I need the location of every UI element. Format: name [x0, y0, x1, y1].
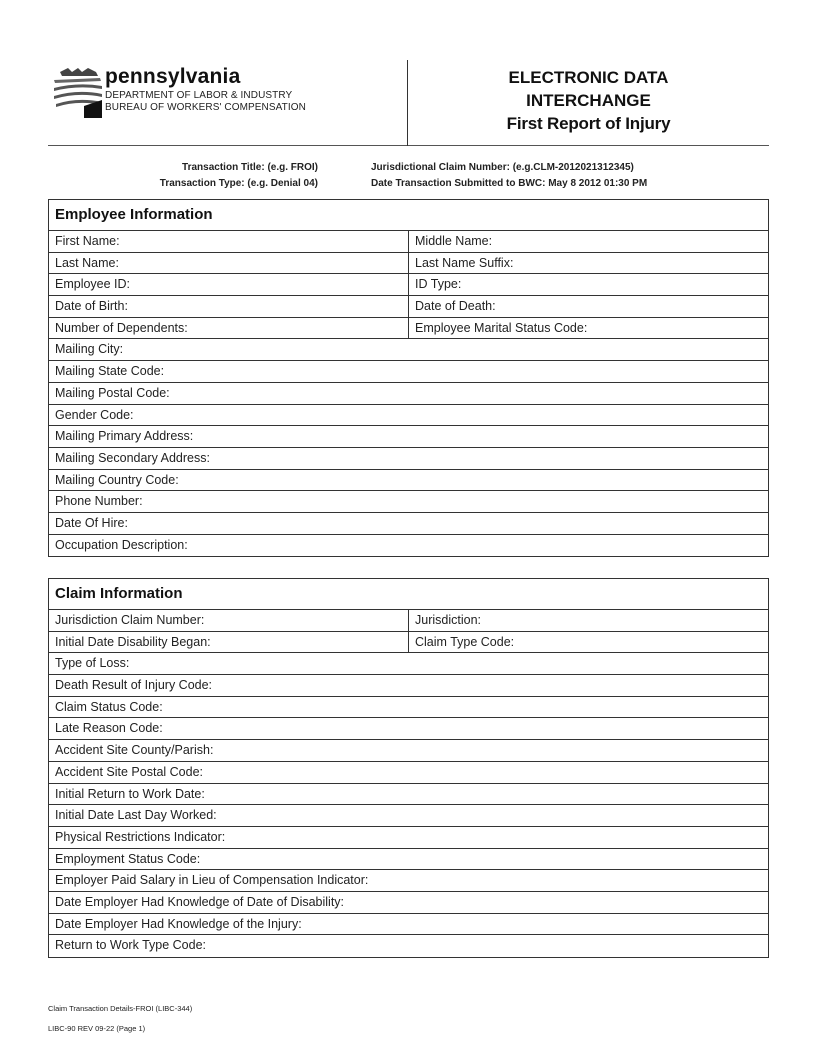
document-title-block — [408, 66, 769, 136]
department-name: DEPARTMENT OF LABOR & INDUSTRY — [105, 90, 293, 101]
field-row — [49, 405, 768, 427]
field-row — [49, 827, 768, 849]
field-label: Phone Number: — [55, 494, 143, 509]
field-row — [49, 535, 768, 557]
field-label: Number of Dependents: — [49, 318, 409, 339]
field-label: Mailing Postal Code: — [55, 385, 170, 400]
title-line-3: First Report of Injury — [506, 114, 671, 133]
field-label: Employment Status Code: — [55, 851, 201, 866]
claim-section-title: Claim Information — [49, 579, 768, 610]
field-row — [49, 653, 768, 675]
field-label: Initial Date Last Day Worked: — [55, 808, 217, 823]
field-row — [49, 426, 768, 448]
title-line-1: ELECTRONIC DATA — [508, 68, 669, 87]
field-label: Physical Restrictions Indicator: — [55, 829, 226, 844]
field-label: Accident Site Postal Code: — [55, 764, 203, 779]
field-row — [49, 383, 768, 405]
field-label: Last Name Suffix: — [415, 255, 514, 270]
field-label: Mailing State Code: — [55, 364, 165, 379]
field-label: Mailing Primary Address: — [55, 429, 194, 444]
field-label: Mailing Secondary Address: — [55, 450, 210, 465]
footer-revision: LIBC-90 REV 09-22 (Page 1) — [48, 1024, 146, 1033]
field-row — [49, 784, 768, 806]
field-label: Initial Return to Work Date: — [55, 786, 205, 801]
field-label: Mailing City: — [55, 342, 124, 357]
field-label: Date of Birth: — [49, 296, 409, 317]
field-label: Jurisdiction Claim Number: — [49, 610, 409, 631]
field-label: Employee Marital Status Code: — [415, 320, 588, 335]
field-row — [49, 361, 768, 383]
field-row — [49, 253, 768, 275]
field-row — [49, 935, 768, 957]
jurisdictional-claim-number: Jurisdictional Claim Number: (e.g.CLM-2012021312345) — [371, 162, 634, 173]
field-row — [49, 231, 768, 253]
field-row — [49, 675, 768, 697]
field-row — [49, 740, 768, 762]
field-row — [49, 632, 768, 654]
field-label: Employer Paid Salary in Lieu of Compensation Indicator: — [55, 873, 369, 888]
field-row — [49, 339, 768, 361]
field-label: Date of Death: — [415, 299, 496, 314]
field-row — [49, 870, 768, 892]
field-row — [49, 491, 768, 513]
field-label: Employee ID: — [49, 274, 409, 295]
agency-name-block — [105, 64, 306, 114]
field-row — [49, 914, 768, 936]
document-header — [48, 60, 769, 146]
field-row — [49, 892, 768, 914]
footer-form-name: Claim Transaction Details-FROI (LIBC-344) — [48, 1004, 193, 1013]
field-row — [49, 448, 768, 470]
transaction-info-left — [120, 160, 318, 192]
title-line-2: INTERCHANGE — [526, 91, 651, 110]
field-label: Late Reason Code: — [55, 721, 163, 736]
field-row — [49, 470, 768, 492]
field-row — [49, 849, 768, 871]
field-label: Middle Name: — [415, 234, 493, 248]
bureau-name: BUREAU OF WORKERS' COMPENSATION — [105, 102, 306, 113]
date-transaction-submitted: Date Transaction Submitted to BWC: May 8 2012 01:30 PM — [371, 178, 648, 189]
state-name: pennsylvania — [105, 65, 241, 88]
field-row — [49, 318, 768, 340]
field-label: Mailing Country Code: — [55, 472, 179, 487]
field-label: Date Of Hire: — [55, 515, 128, 530]
field-label: Type of Loss: — [55, 656, 130, 671]
field-label: Claim Type Code: — [415, 634, 515, 649]
field-row — [49, 274, 768, 296]
transaction-info-right — [371, 160, 701, 192]
pennsylvania-keystone-logo-icon — [52, 66, 112, 118]
field-label: Last Name: — [49, 253, 409, 274]
field-row — [49, 513, 768, 535]
claim-field-rows — [49, 610, 768, 957]
transaction-type: Transaction Type: (e.g. Denial 04) — [159, 178, 318, 189]
field-label: ID Type: — [415, 277, 462, 292]
field-row — [49, 610, 768, 632]
field-label: Accident Site County/Parish: — [55, 743, 214, 758]
field-row — [49, 296, 768, 318]
field-label: Date Employer Had Knowledge of the Injury: — [55, 916, 302, 931]
transaction-title: Transaction Title: (e.g. FROI) — [182, 162, 318, 173]
field-label: Date Employer Had Knowledge of Date of Disability: — [55, 894, 345, 909]
field-label: Occupation Description: — [55, 537, 188, 552]
field-row — [49, 805, 768, 827]
field-label: Gender Code: — [55, 407, 134, 422]
field-row — [49, 762, 768, 784]
field-label: First Name: — [49, 231, 409, 252]
field-label: Jurisdiction: — [415, 613, 481, 627]
employee-section-title: Employee Information — [49, 200, 768, 231]
field-label: Initial Date Disability Began: — [49, 632, 409, 653]
field-row — [49, 697, 768, 719]
field-label: Claim Status Code: — [55, 699, 163, 714]
field-label: Death Result of Injury Code: — [55, 678, 213, 693]
claim-information-section — [48, 578, 769, 958]
employee-information-section — [48, 199, 769, 557]
employee-field-rows — [49, 231, 768, 556]
field-row — [49, 718, 768, 740]
field-label: Return to Work Type Code: — [55, 938, 207, 953]
